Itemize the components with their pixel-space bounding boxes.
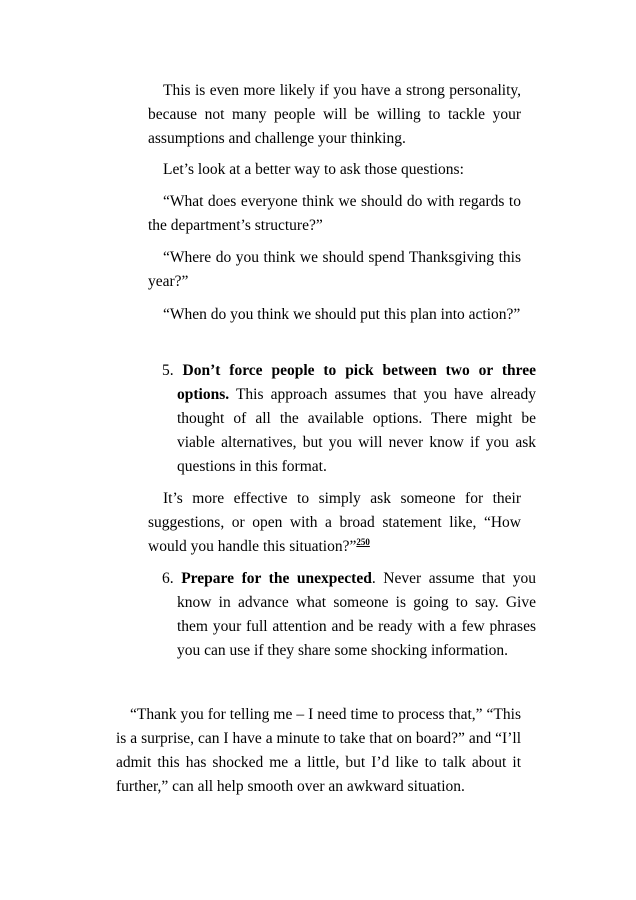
list-item-5 [162,359,536,479]
paragraph-more-effective [148,487,521,559]
quote-thanksgiving: “Where do you think we should spend Thanksgiving this year?” [148,249,521,290]
quote-department-structure: “What does everyone think we should do with regards to the department’s structure?” [148,193,521,234]
footnote-reference[interactable]: 250 [356,536,370,547]
paragraph-strong-personality: This is even more likely if you have a strong personality, because not many people will be willing to tackle your assumptions and challenge your thinking. [148,82,521,147]
quote-plan-action: “When do you think we should put this plan into action?” [163,306,521,323]
list-item-6 [162,567,536,663]
list-item-6-heading: Prepare for the unexpected [181,570,372,587]
paragraph-helpful-phrases: “Thank you for telling me – I need time to process that,” “This is a surprise, can I have a minute to take that on board?” and “I’ll admit this has shocked me a little, but I’d like to talk about it further,” can all help smooth over an awkward situation. [116,706,521,795]
list-item-5-heading: Don’t force people to pick between two or three options. [177,362,536,403]
list-item-6-text: . Never assume that you know in advance what someone is going to say. Give them your full attention and be ready with a few phrases you can use if they share some shocking information. [177,570,536,659]
paragraph-better-way: Let’s look at a better way to ask those questions: [163,161,464,178]
paragraph-more-effective-text: It’s more effective to simply ask someone for their suggestions, or open with a broad statement like, “How would you handle this situation?” [148,490,521,555]
list-number-5: 5. [162,362,174,379]
list-item-5-text: This approach assumes that you have already thought of all the available options. There might be viable alternatives, but you will never know if you ask questions in this format. [177,386,536,475]
list-number-6: 6. [162,570,174,587]
